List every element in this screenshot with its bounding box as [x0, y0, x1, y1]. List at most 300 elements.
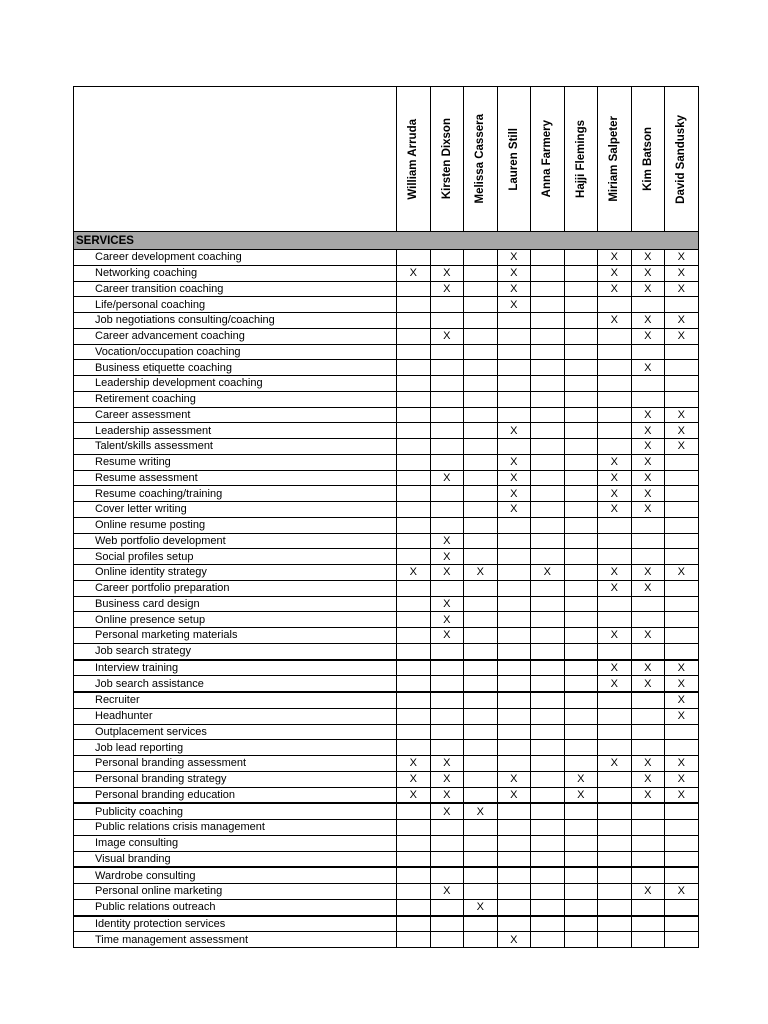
service-row	[74, 628, 699, 644]
service-mark-cell: X	[430, 565, 464, 581]
service-mark-cell	[531, 250, 565, 266]
service-label: Public relations outreach	[74, 899, 397, 915]
service-mark-cell: X	[665, 692, 699, 708]
service-mark-cell: X	[631, 580, 665, 596]
service-mark-cell	[430, 820, 464, 836]
person-name: Kirsten Dixson	[440, 118, 453, 200]
service-mark-cell	[631, 724, 665, 740]
service-mark-cell: X	[631, 771, 665, 787]
service-mark-cell: X	[397, 771, 431, 787]
service-mark-cell	[464, 867, 498, 883]
service-mark-cell: X	[665, 265, 699, 281]
service-mark-cell: X	[430, 628, 464, 644]
service-mark-cell	[531, 916, 565, 932]
service-label: Online presence setup	[74, 612, 397, 628]
service-mark-cell	[464, 676, 498, 692]
service-mark-cell	[531, 297, 565, 313]
service-mark-cell	[397, 628, 431, 644]
service-mark-cell	[464, 549, 498, 565]
service-mark-cell	[631, 740, 665, 756]
service-mark-cell: X	[397, 756, 431, 772]
service-mark-cell: X	[598, 660, 632, 676]
service-row	[74, 250, 699, 266]
service-mark-cell	[631, 297, 665, 313]
service-mark-cell	[531, 580, 565, 596]
service-mark-cell	[497, 565, 531, 581]
service-mark-cell	[564, 502, 598, 518]
service-mark-cell: X	[430, 470, 464, 486]
service-label: Job negotiations consulting/coaching	[74, 313, 397, 329]
service-label: Life/personal coaching	[74, 297, 397, 313]
service-mark-cell	[531, 660, 565, 676]
service-mark-cell	[564, 580, 598, 596]
service-mark-cell	[464, 533, 498, 549]
service-row	[74, 376, 699, 392]
service-mark-cell	[397, 643, 431, 659]
service-row	[74, 297, 699, 313]
service-mark-cell	[531, 643, 565, 659]
service-mark-cell: X	[598, 486, 632, 502]
service-mark-cell	[564, 265, 598, 281]
service-mark-cell: X	[631, 281, 665, 297]
service-row	[74, 612, 699, 628]
service-row	[74, 281, 699, 297]
service-mark-cell	[531, 407, 565, 423]
service-mark-cell	[397, 676, 431, 692]
service-mark-cell: X	[497, 423, 531, 439]
service-mark-cell	[531, 771, 565, 787]
service-label: Business card design	[74, 596, 397, 612]
service-mark-cell	[564, 724, 598, 740]
service-mark-cell	[598, 297, 632, 313]
service-label: Business etiquette coaching	[74, 360, 397, 376]
service-row	[74, 439, 699, 455]
service-mark-cell: X	[598, 313, 632, 329]
service-mark-cell	[665, 517, 699, 533]
service-row	[74, 549, 699, 565]
service-mark-cell	[397, 517, 431, 533]
service-mark-cell: X	[430, 549, 464, 565]
service-mark-cell	[564, 708, 598, 724]
service-mark-cell: X	[665, 565, 699, 581]
service-mark-cell	[631, 549, 665, 565]
service-mark-cell	[531, 803, 565, 819]
service-mark-cell	[497, 724, 531, 740]
service-mark-cell	[665, 344, 699, 360]
service-mark-cell: X	[497, 470, 531, 486]
column-header-person	[430, 87, 464, 232]
service-mark-cell	[497, 628, 531, 644]
service-mark-cell	[464, 771, 498, 787]
service-row	[74, 643, 699, 659]
service-mark-cell	[531, 328, 565, 344]
service-mark-cell	[397, 344, 431, 360]
service-mark-cell	[497, 884, 531, 900]
service-mark-cell	[397, 454, 431, 470]
service-mark-cell	[397, 407, 431, 423]
service-mark-cell	[598, 596, 632, 612]
service-mark-cell: X	[598, 565, 632, 581]
service-mark-cell	[464, 643, 498, 659]
service-mark-cell: X	[430, 596, 464, 612]
service-mark-cell	[497, 899, 531, 915]
service-label: Job search strategy	[74, 643, 397, 659]
service-mark-cell: X	[631, 328, 665, 344]
service-mark-cell	[497, 439, 531, 455]
service-row	[74, 820, 699, 836]
service-mark-cell	[464, 596, 498, 612]
service-mark-cell	[464, 297, 498, 313]
service-mark-cell	[531, 281, 565, 297]
service-row	[74, 407, 699, 423]
service-mark-cell: X	[598, 281, 632, 297]
service-mark-cell	[631, 835, 665, 851]
service-mark-cell	[397, 470, 431, 486]
service-mark-cell	[598, 835, 632, 851]
service-mark-cell	[531, 851, 565, 867]
service-mark-cell	[631, 692, 665, 708]
service-mark-cell: X	[665, 676, 699, 692]
service-row	[74, 851, 699, 867]
service-mark-cell	[397, 835, 431, 851]
service-mark-cell	[598, 771, 632, 787]
service-mark-cell	[531, 470, 565, 486]
service-mark-cell	[497, 916, 531, 932]
service-mark-cell: X	[665, 407, 699, 423]
service-mark-cell	[531, 486, 565, 502]
service-mark-cell	[598, 549, 632, 565]
service-mark-cell	[430, 724, 464, 740]
service-label: Career assessment	[74, 407, 397, 423]
service-mark-cell	[564, 756, 598, 772]
service-mark-cell	[531, 835, 565, 851]
service-mark-cell	[665, 391, 699, 407]
service-mark-cell: X	[631, 250, 665, 266]
service-mark-cell	[665, 643, 699, 659]
service-mark-cell	[665, 867, 699, 883]
service-mark-cell	[464, 265, 498, 281]
service-mark-cell: X	[631, 454, 665, 470]
service-label: Interview training	[74, 660, 397, 676]
service-mark-cell	[497, 820, 531, 836]
service-mark-cell	[531, 787, 565, 803]
service-mark-cell	[564, 835, 598, 851]
service-mark-cell	[598, 344, 632, 360]
service-row	[74, 867, 699, 883]
service-mark-cell	[464, 439, 498, 455]
service-mark-cell	[665, 297, 699, 313]
service-mark-cell: X	[497, 297, 531, 313]
service-mark-cell: X	[497, 486, 531, 502]
service-mark-cell	[531, 676, 565, 692]
service-row	[74, 596, 699, 612]
service-mark-cell	[631, 391, 665, 407]
service-mark-cell	[497, 407, 531, 423]
service-row	[74, 708, 699, 724]
service-mark-cell	[598, 533, 632, 549]
service-mark-cell	[464, 391, 498, 407]
service-mark-cell	[464, 835, 498, 851]
service-mark-cell	[397, 360, 431, 376]
service-mark-cell	[598, 439, 632, 455]
service-mark-cell: X	[665, 423, 699, 439]
header-row	[74, 87, 699, 232]
service-row	[74, 470, 699, 486]
service-label: Personal branding assessment	[74, 756, 397, 772]
service-mark-cell	[430, 692, 464, 708]
service-mark-cell	[397, 486, 431, 502]
column-header-person	[531, 87, 565, 232]
service-mark-cell: X	[631, 423, 665, 439]
service-label: Resume coaching/training	[74, 486, 397, 502]
service-mark-cell: X	[464, 803, 498, 819]
service-mark-cell	[497, 692, 531, 708]
service-mark-cell	[497, 328, 531, 344]
service-mark-cell	[397, 502, 431, 518]
service-label: Personal branding education	[74, 787, 397, 803]
service-mark-cell	[665, 470, 699, 486]
service-mark-cell	[430, 660, 464, 676]
service-mark-cell: X	[598, 580, 632, 596]
service-mark-cell	[564, 565, 598, 581]
service-mark-cell	[598, 692, 632, 708]
service-row	[74, 391, 699, 407]
column-header-person	[665, 87, 699, 232]
service-mark-cell	[564, 596, 598, 612]
service-mark-cell	[564, 803, 598, 819]
service-mark-cell: X	[564, 771, 598, 787]
service-mark-cell: X	[631, 628, 665, 644]
service-mark-cell: X	[430, 787, 464, 803]
service-row	[74, 756, 699, 772]
service-label: Leadership development coaching	[74, 376, 397, 392]
service-mark-cell: X	[497, 281, 531, 297]
service-mark-cell	[531, 549, 565, 565]
service-mark-cell	[497, 313, 531, 329]
service-mark-cell	[564, 916, 598, 932]
service-mark-cell	[598, 803, 632, 819]
service-mark-cell	[397, 612, 431, 628]
service-mark-cell: X	[631, 407, 665, 423]
service-mark-cell	[397, 391, 431, 407]
service-mark-cell	[598, 867, 632, 883]
service-mark-cell	[464, 708, 498, 724]
service-mark-cell: X	[631, 502, 665, 518]
service-label: Job search assistance	[74, 676, 397, 692]
service-mark-cell: X	[631, 660, 665, 676]
service-mark-cell	[665, 360, 699, 376]
service-mark-cell	[564, 676, 598, 692]
service-mark-cell: X	[598, 756, 632, 772]
service-mark-cell	[430, 851, 464, 867]
service-mark-cell	[665, 486, 699, 502]
service-row	[74, 517, 699, 533]
service-mark-cell	[397, 250, 431, 266]
service-mark-cell	[531, 391, 565, 407]
service-label: Public relations crisis management	[74, 820, 397, 836]
service-mark-cell	[430, 502, 464, 518]
service-mark-cell	[397, 596, 431, 612]
service-mark-cell	[497, 643, 531, 659]
service-mark-cell	[631, 803, 665, 819]
service-label: Career advancement coaching	[74, 328, 397, 344]
service-mark-cell	[531, 899, 565, 915]
service-label: Wardrobe consulting	[74, 867, 397, 883]
service-mark-cell	[631, 376, 665, 392]
service-row	[74, 803, 699, 819]
service-label: Image consulting	[74, 835, 397, 851]
service-mark-cell	[497, 803, 531, 819]
service-mark-cell	[564, 250, 598, 266]
service-mark-cell	[531, 376, 565, 392]
service-mark-cell	[564, 360, 598, 376]
service-mark-cell	[598, 328, 632, 344]
service-mark-cell: X	[665, 328, 699, 344]
service-mark-cell	[564, 313, 598, 329]
service-mark-cell	[464, 932, 498, 948]
service-mark-cell	[598, 820, 632, 836]
service-mark-cell	[598, 517, 632, 533]
service-mark-cell: X	[430, 884, 464, 900]
service-row	[74, 580, 699, 596]
service-mark-cell	[564, 517, 598, 533]
service-mark-cell	[430, 360, 464, 376]
service-mark-cell: X	[497, 787, 531, 803]
service-mark-cell: X	[430, 328, 464, 344]
service-mark-cell: X	[665, 439, 699, 455]
service-mark-cell	[665, 376, 699, 392]
service-label: Career portfolio preparation	[74, 580, 397, 596]
service-mark-cell: X	[464, 899, 498, 915]
service-row	[74, 360, 699, 376]
service-mark-cell	[665, 549, 699, 565]
service-label: Talent/skills assessment	[74, 439, 397, 455]
service-mark-cell	[564, 439, 598, 455]
service-mark-cell	[564, 692, 598, 708]
service-mark-cell	[665, 454, 699, 470]
service-label: Social profiles setup	[74, 549, 397, 565]
service-label: Vocation/occupation coaching	[74, 344, 397, 360]
service-mark-cell	[665, 932, 699, 948]
service-mark-cell: X	[598, 454, 632, 470]
service-mark-cell	[665, 533, 699, 549]
service-mark-cell	[397, 692, 431, 708]
service-mark-cell	[464, 580, 498, 596]
service-label: Publicity coaching	[74, 803, 397, 819]
service-mark-cell	[564, 740, 598, 756]
service-mark-cell	[531, 517, 565, 533]
service-mark-cell: X	[430, 281, 464, 297]
service-mark-cell: X	[497, 771, 531, 787]
service-mark-cell: X	[631, 265, 665, 281]
service-mark-cell	[564, 660, 598, 676]
service-mark-cell	[430, 344, 464, 360]
service-label: Web portfolio development	[74, 533, 397, 549]
service-mark-cell	[497, 596, 531, 612]
service-mark-cell	[665, 803, 699, 819]
service-mark-cell	[665, 899, 699, 915]
service-mark-cell	[430, 708, 464, 724]
service-label: Personal online marketing	[74, 884, 397, 900]
service-mark-cell	[564, 932, 598, 948]
service-mark-cell	[531, 708, 565, 724]
service-mark-cell	[665, 851, 699, 867]
service-mark-cell	[564, 328, 598, 344]
service-mark-cell	[665, 580, 699, 596]
service-mark-cell	[464, 313, 498, 329]
service-mark-cell: X	[598, 250, 632, 266]
service-mark-cell	[665, 916, 699, 932]
service-mark-cell	[598, 740, 632, 756]
service-mark-cell	[497, 612, 531, 628]
service-mark-cell	[564, 376, 598, 392]
service-mark-cell	[430, 376, 464, 392]
service-mark-cell	[464, 423, 498, 439]
service-mark-cell	[665, 596, 699, 612]
service-mark-cell	[430, 486, 464, 502]
service-mark-cell	[397, 740, 431, 756]
service-mark-cell: X	[631, 756, 665, 772]
service-mark-cell	[531, 265, 565, 281]
service-mark-cell	[564, 281, 598, 297]
service-row	[74, 502, 699, 518]
service-mark-cell	[531, 867, 565, 883]
service-mark-cell: X	[397, 265, 431, 281]
service-mark-cell	[564, 423, 598, 439]
service-mark-cell	[397, 423, 431, 439]
service-mark-cell: X	[430, 265, 464, 281]
service-mark-cell: X	[631, 565, 665, 581]
service-row	[74, 932, 699, 948]
service-row	[74, 328, 699, 344]
service-mark-cell	[397, 660, 431, 676]
service-mark-cell: X	[631, 884, 665, 900]
column-header-person	[631, 87, 665, 232]
service-mark-cell	[430, 899, 464, 915]
service-mark-cell	[531, 502, 565, 518]
service-mark-cell	[397, 580, 431, 596]
service-mark-cell	[564, 407, 598, 423]
service-mark-cell	[397, 328, 431, 344]
service-row	[74, 724, 699, 740]
service-row	[74, 454, 699, 470]
service-mark-cell	[665, 502, 699, 518]
service-row	[74, 899, 699, 915]
service-row	[74, 533, 699, 549]
service-mark-cell	[464, 517, 498, 533]
service-mark-cell	[464, 250, 498, 266]
service-mark-cell	[397, 708, 431, 724]
service-mark-cell	[531, 724, 565, 740]
service-mark-cell	[531, 628, 565, 644]
service-mark-cell	[631, 344, 665, 360]
service-mark-cell: X	[631, 313, 665, 329]
service-mark-cell	[564, 470, 598, 486]
service-mark-cell	[464, 628, 498, 644]
service-mark-cell	[564, 884, 598, 900]
service-mark-cell	[531, 932, 565, 948]
service-label: Personal branding strategy	[74, 771, 397, 787]
service-mark-cell	[598, 899, 632, 915]
service-label: Career development coaching	[74, 250, 397, 266]
service-label: Online resume posting	[74, 517, 397, 533]
service-mark-cell	[531, 313, 565, 329]
service-label: Leadership assessment	[74, 423, 397, 439]
service-mark-cell	[598, 724, 632, 740]
service-mark-cell	[397, 867, 431, 883]
header-corner-cell	[74, 87, 397, 232]
service-mark-cell	[531, 820, 565, 836]
